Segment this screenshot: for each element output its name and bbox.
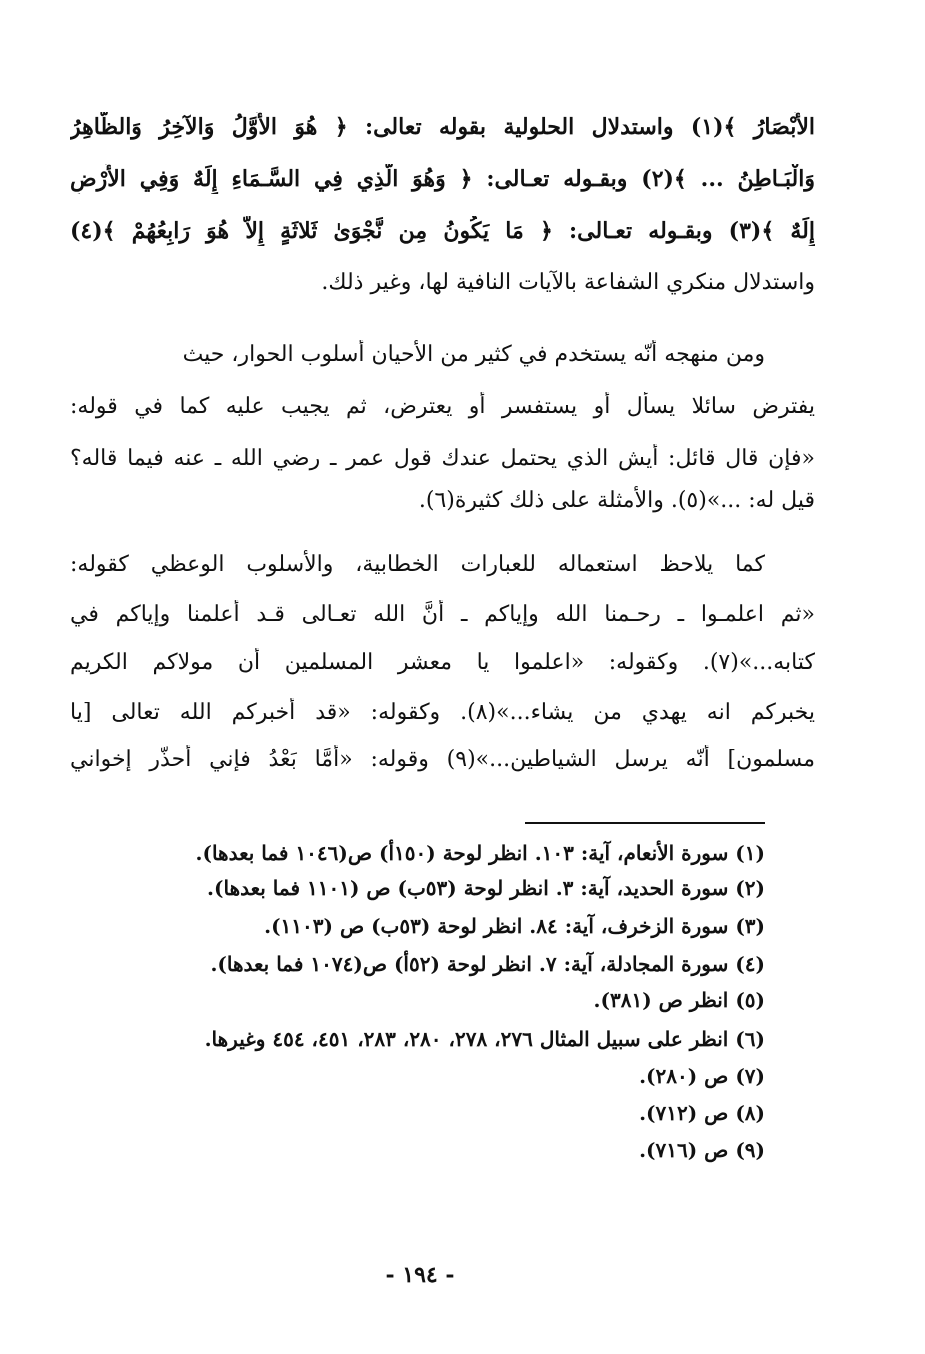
footnote-divider xyxy=(525,822,765,824)
body-line: وَالْبَـاطِنُ ... ﴾(٢) وبقـوله تعـالى: ﴿ وَهُوَ الَّذِي فِي السَّـمَاءِ إِلَهٌ وَفِي الأَرْضِ xyxy=(70,166,815,192)
body-line: يفترض سائلا يسأل أو يستفسر أو يعترض، ثم يجيب عليه كما في قوله: xyxy=(70,394,815,419)
footnote: (٢) سورة الحديد، آية: ٣. انظر لوحة (٥٣ب) ص (١١٠١ فما بعدها). xyxy=(207,876,765,900)
body-line: «ثم اعلمـوا ـ رحـمنا الله وإياكم ـ أنَّ الله تعـالى قـد أعلمنا وإياكم في xyxy=(70,602,815,627)
body-line: يخبركم انه يهدي من يشاء...»(٨). وكقوله: «قد أخبركم الله تعالى [يا xyxy=(70,700,815,725)
footnote: (٤) سورة المجادلة، آية: ٧. انظر لوحة (٥٢أ) ص(١٠٧٤ فما بعدها). xyxy=(210,952,765,976)
body-line: إِلَهٌ ﴾(٣) وبقـوله تعـالى: ﴿ مَا يَكُونُ مِن نَّجْوَىٰ ثَلاثَةٍ إِلاَّ هُوَ رَابِعُهُمْ ﴾(٤) xyxy=(70,218,815,244)
body-line: قيل له: ...»(٥). والأمثلة على ذلك كثيرة(٦). xyxy=(418,488,815,513)
body-line: ومن منهجه أنّه يستخدم في كثير من الأحيان أسلوب الحوار، حيث xyxy=(182,342,765,367)
page-number: - ١٩٤ - xyxy=(385,1262,455,1288)
footnote: (٨) ص (٧١٢). xyxy=(639,1101,765,1125)
body-line: الأَبْصَارُ ﴾(١) واستدلال الحلولية بقوله تعالى: ﴿ هُوَ الأَوَّلُ وَالآخِرُ وَالظَّاهِرُ xyxy=(70,114,815,140)
body-line: واستدلال منكري الشفاعة بالآيات النافية لها، وغير ذلك. xyxy=(321,270,815,295)
footnote: (٩) ص (٧١٦). xyxy=(639,1138,765,1162)
body-line: «فإن قال قائل: أيش الذي يحتمل عندك قول عمر ـ رضي الله ـ عنه فيما قاله؟ xyxy=(70,446,815,471)
footnote: (٦) انظر على سبيل المثال ٢٧٦، ٢٧٨، ٢٨٠، ٢٨٣، ٤٥١، ٤٥٤ وغيرها. xyxy=(204,1027,765,1051)
body-line: كما يلاحظ استعماله للعبارات الخطابية، والأسلوب الوعظي كقوله: xyxy=(70,552,765,577)
body-line: مسلمون] أنّه يرسل الشياطين...»(٩) وقوله: «أمَّا بَعْدُ فإني أحذّر إخواني xyxy=(70,747,815,772)
body-line: كتابه...»(٧). وكقوله: «اعلموا يا معشر المسلمين أن مولاكم الكريم xyxy=(70,650,815,675)
footnote: (٥) انظر ص (٣٨١). xyxy=(593,988,765,1012)
footnote: (١) سورة الأنعام، آية: ١٠٣. انظر لوحة (١٥٠أ) ص(١٠٤٦ فما بعدها). xyxy=(195,841,765,865)
footnote: (٧) ص (٢٨٠). xyxy=(639,1064,765,1088)
footnote: (٣) سورة الزخرف، آية: ٨٤. انظر لوحة (٥٣ب) ص (١١٠٣). xyxy=(264,914,765,938)
